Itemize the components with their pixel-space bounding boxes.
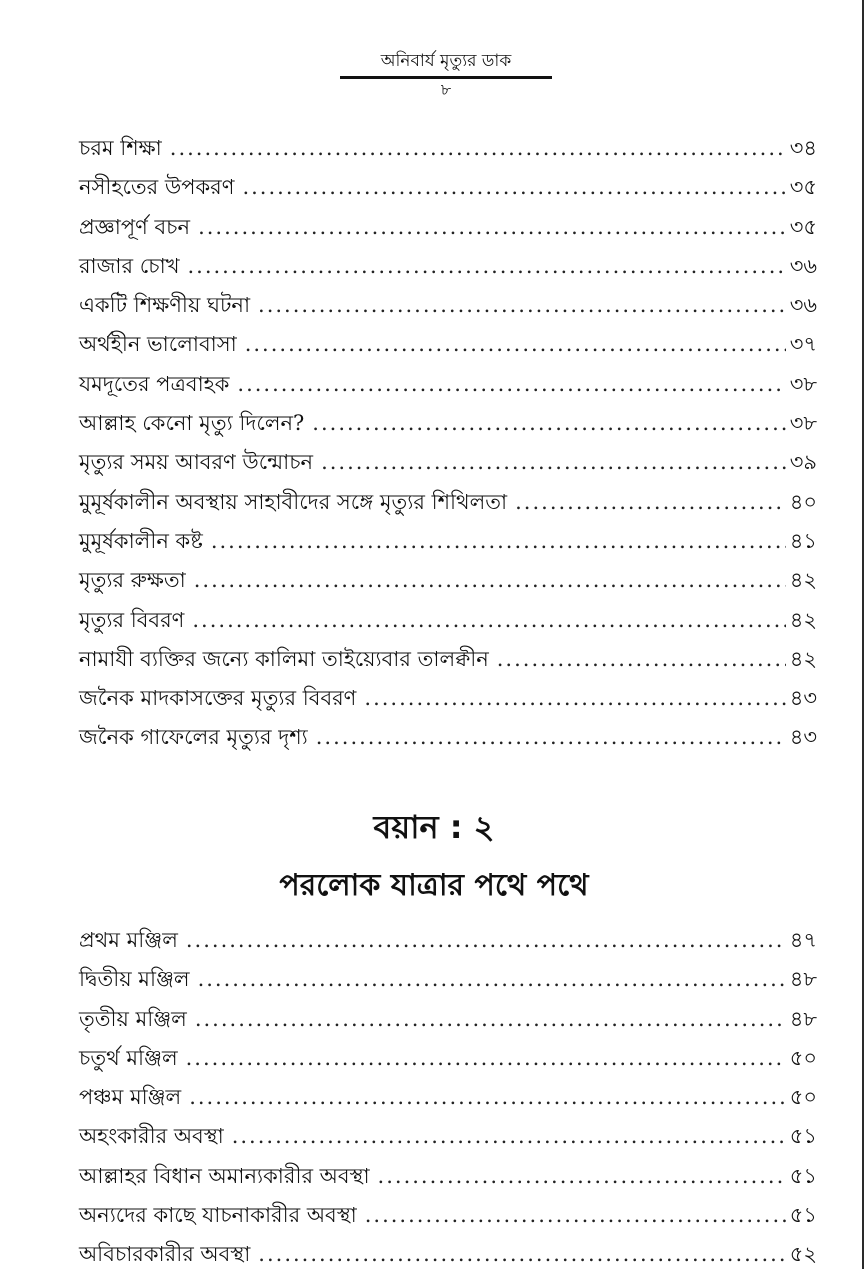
toc-entry-title: আল্লাহ কেনো মৃত্যু দিলেন? <box>79 411 305 436</box>
toc-entry <box>79 640 817 679</box>
toc-entry <box>79 129 817 168</box>
toc-entry-title: দ্বিতীয় মঞ্জিল <box>79 967 190 992</box>
dot-leader <box>312 404 785 443</box>
dot-leader <box>198 960 786 999</box>
toc-entry-title: প্রজ্ঞাপূর্ণ বচন <box>79 214 191 239</box>
header-rule <box>340 76 552 79</box>
toc-entry <box>79 1000 817 1039</box>
toc-entry <box>79 1117 817 1156</box>
toc-list-part1 <box>79 129 817 758</box>
toc-entry-page: ৫০ <box>789 1085 817 1110</box>
dot-leader <box>198 208 786 247</box>
toc-entry <box>79 483 817 522</box>
dot-leader <box>232 1117 786 1156</box>
dot-leader <box>378 1157 786 1196</box>
toc-entry-title: রাজার চোখ <box>79 253 180 278</box>
toc-entry-page: ৪৮ <box>789 1006 817 1031</box>
toc-entry-title: একটি শিক্ষণীয় ঘটনা <box>79 293 251 318</box>
toc-entry-title: জনৈক মাদকাসক্তের মৃত্যুর বিবরণ <box>79 686 357 711</box>
dot-leader <box>364 679 785 718</box>
toc-entry-title: অহংকারীর অবস্থা <box>79 1124 224 1149</box>
toc-entry-title: যমদূতের পত্রবাহক <box>79 371 230 396</box>
toc-entry-page: ৩৪ <box>789 136 817 160</box>
toc-entry-title: জনৈক গাফেলের মৃত্যুর দৃশ্য <box>79 725 308 750</box>
toc-entry-page: ৫১ <box>789 1124 817 1149</box>
toc-entry-title: নামাযী ব্যক্তির জন্যে কালিমা তাইয়্যেবার তালক্বীন <box>79 646 489 671</box>
toc-entry-title: মৃত্যুর সময় আবরণ উন্মোচন <box>79 450 314 475</box>
toc-entry-page: ৩৮ <box>789 411 817 436</box>
toc-entry-page: ৫১ <box>789 1163 817 1188</box>
dot-leader <box>245 325 786 364</box>
toc-entry <box>79 1039 817 1078</box>
toc-entry-page: ৪২ <box>789 568 817 593</box>
toc-list-part2 <box>79 921 817 1275</box>
dot-leader <box>189 1078 786 1117</box>
section-subheading: পরলোক যাত্রার পথে পথে <box>279 868 589 903</box>
toc-entry-page: ৩৭ <box>789 332 817 357</box>
page-header <box>340 50 552 99</box>
dot-leader <box>194 561 786 600</box>
dot-leader <box>515 483 786 522</box>
page-number: ৮ <box>440 80 452 99</box>
dot-leader <box>170 129 786 168</box>
dot-leader <box>187 247 785 286</box>
toc-entry-title: মুমূর্ষকালীন অবস্থায় সাহাবীদের সঙ্গে মৃত্যুর শিথিলতা <box>79 489 508 514</box>
toc-entry <box>79 247 817 286</box>
toc-entry-page: ৪২ <box>789 607 817 632</box>
toc-entry <box>79 522 817 561</box>
toc-entry-page: ৩৯ <box>789 450 817 475</box>
dot-leader <box>497 640 786 679</box>
toc-entry <box>79 325 817 364</box>
toc-entry <box>79 921 817 960</box>
toc-entry-title: প্রথম মঞ্জিল <box>79 928 178 952</box>
toc-entry-page: ৪৭ <box>789 928 817 952</box>
toc-entry-page: ৪৩ <box>789 686 817 711</box>
toc-entry <box>79 1078 817 1117</box>
toc-entry-page: ৪৩ <box>789 725 817 750</box>
toc-entry-page: ৩৫ <box>789 175 817 200</box>
toc-entry-page: ৩৫ <box>789 214 817 239</box>
toc-entry-title: নসীহতের উপকরণ <box>79 175 235 200</box>
toc-entry-title: চতুর্থ মঞ্জিল <box>79 1045 178 1070</box>
toc-entry-page: ৫১ <box>789 1203 817 1228</box>
dot-leader <box>242 168 785 207</box>
toc-entry-title: তৃতীয় মঞ্জিল <box>79 1006 187 1031</box>
toc-entry-title: চরম শিক্ষা <box>79 136 162 160</box>
toc-entry-page: ৫০ <box>789 1045 817 1070</box>
toc-entry-page: ৪৮ <box>789 967 817 992</box>
dot-leader <box>365 1196 786 1235</box>
dot-leader <box>186 1039 786 1078</box>
toc-entry-title: অবিচারকারীর অবস্থা <box>79 1242 251 1267</box>
dot-leader <box>237 365 785 404</box>
dot-leader <box>211 522 786 561</box>
toc-entry-page: ৪২ <box>789 646 817 671</box>
toc-entry <box>79 718 817 757</box>
toc-entry-title: অর্থহীন ভালোবাসা <box>79 332 237 357</box>
toc-entry-page: ৪০ <box>789 489 817 514</box>
toc-entry <box>79 168 817 207</box>
dot-leader <box>195 1000 786 1039</box>
toc-entry-page: ৩৬ <box>789 293 817 318</box>
toc-entry <box>79 443 817 482</box>
toc-entry-page: ৪১ <box>789 528 817 553</box>
toc-entry <box>79 1157 817 1196</box>
toc-entry <box>79 679 817 718</box>
toc-entry-title: মুমূর্ষকালীন কষ্ট <box>79 528 203 553</box>
toc-entry <box>79 561 817 600</box>
toc-entry-title: আল্লাহর বিধান অমান্যকারীর অবস্থা <box>79 1163 370 1188</box>
toc-entry-page: ৫২ <box>789 1242 817 1267</box>
toc-entry <box>79 286 817 325</box>
toc-entry <box>79 1196 817 1235</box>
toc-entry <box>79 365 817 404</box>
running-title: অনিবার্য মৃত্যুর ডাক <box>380 51 512 71</box>
toc-entry-page: ৩৮ <box>789 371 817 396</box>
section-heading: বয়ান : ২ <box>373 808 495 846</box>
toc-entry <box>79 404 817 443</box>
toc-entry <box>79 960 817 999</box>
dot-leader <box>316 718 786 757</box>
toc-entry <box>79 208 817 247</box>
toc-entry-title: পঞ্চম মঞ্জিল <box>79 1085 182 1110</box>
toc-entry-title: অন্যদের কাছে যাচনাকারীর অবস্থা <box>79 1203 357 1228</box>
dot-leader <box>186 921 786 960</box>
toc-entry-title: মৃত্যুর বিবরণ <box>79 607 185 632</box>
toc-entry-title: মৃত্যুর রুক্ষতা <box>79 568 186 593</box>
dot-leader <box>258 286 786 325</box>
dot-leader <box>321 443 786 482</box>
page-edge-line <box>862 0 864 1269</box>
toc-entry-page: ৩৬ <box>789 253 817 278</box>
toc-entry <box>79 601 817 640</box>
dot-leader <box>192 601 785 640</box>
